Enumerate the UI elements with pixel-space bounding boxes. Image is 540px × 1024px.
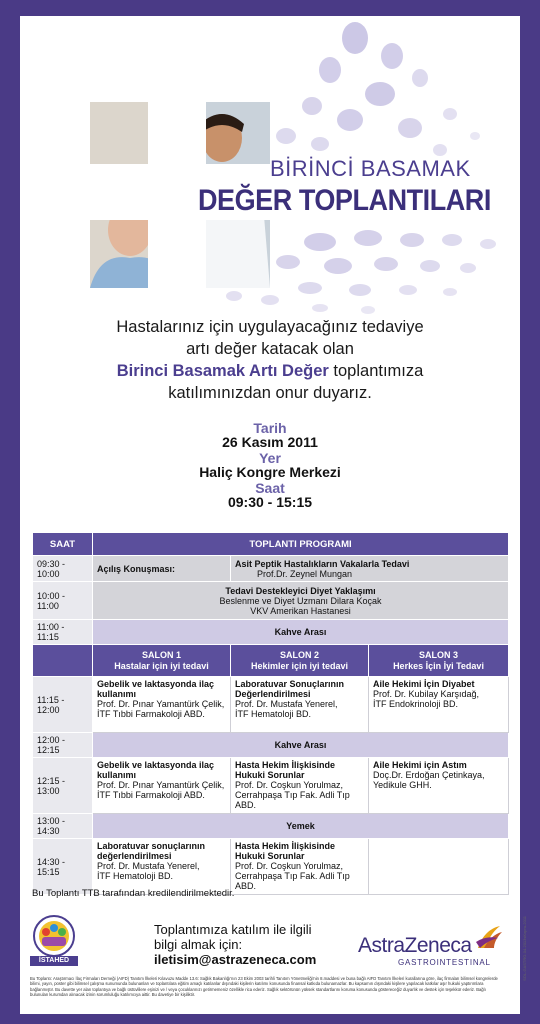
talk-speaker: Beslenme ve Diyet Uzmanı Dilara Koçak [219,595,382,606]
contact-info [154,922,316,967]
talk-title: Laboratuvar Sonuçlarının Değerlendirilmesi [235,679,345,699]
session-cell [231,677,369,733]
salon-name: SALON 1 [141,649,181,660]
row-time: 12:00 - 12:15 [33,733,93,758]
astrazeneca-logo [358,922,508,974]
intro-line-3-rest: toplantımıza [328,362,424,380]
event-info [20,420,520,510]
brand-name: AstraZeneca [358,934,472,957]
lunch-break: Yemek [93,814,509,839]
salon-header-spacer [33,645,93,677]
talk-speaker: Prof. Dr. Coşkun Yorulmaz, [235,861,344,871]
talk-speaker: Prof. Dr. Mustafa Yenerel, [97,861,200,871]
talk-title: Aile Hekimi için Astım [373,760,467,770]
program-header-row [33,533,509,556]
talk-institution: İTF Hematoloji BD. [97,871,174,881]
talk-title: Asit Peptik Hastalıkların Vakalarla Tedavi [235,558,410,569]
contact-email[interactable]: iletisim@astrazeneca.com [154,952,317,967]
diet-talk [93,582,509,620]
salon-subtitle: Herkes İçin İyi Tedavi [393,660,484,671]
session-cell-empty [369,839,509,895]
intro-line-4: katılımınızdan onur duyarız. [168,384,372,402]
table-row [33,814,509,839]
place-label: Yer [259,450,281,466]
salon-2-header [231,645,369,677]
talk-institution: Cerrahpaşa Tıp Fak. Adli Tıp ABD. [235,871,350,891]
session-cell [93,758,231,814]
row-time: 11:15 - 12:00 [33,677,93,733]
istahed-logo [30,914,78,968]
brand-subtitle: GASTROINTESTINAL [398,958,491,967]
date-value: 26 Kasım 2011 [222,434,318,450]
invitation-text [50,316,490,404]
opening-label: Açılış Konuşması: [93,556,231,582]
talk-speaker: Prof. Dr. Coşkun Yorulmaz, [235,780,344,790]
salon-name: SALON 3 [419,649,459,660]
talk-speaker: Prof.Dr. Zeynel Mungan [257,568,353,579]
table-row [33,677,509,733]
intro-highlight: Birinci Basamak Artı Değer [116,362,329,380]
program-column-header: TOPLANTI PROGRAMI [93,533,509,556]
session-cell [369,677,509,733]
salon-subtitle: Hastalar için iyi tedavi [114,660,209,671]
intro-line-2: artı değer katacak olan [186,340,354,358]
salon-header-row [33,645,509,677]
astrazeneca-symbol-icon [474,922,504,952]
talk-title: Hasta Hekim İlişkisinde Hukuki Sorunlar [235,760,336,780]
talk-institution: VKV Amerikan Hastanesi [250,605,351,616]
session-cell [231,758,369,814]
contact-line-1: Toplantımıza katılım ile ilgili [154,922,312,937]
row-time: 10:00 - 11:00 [33,582,93,620]
table-row [33,556,509,582]
row-time: 12:15 - 13:00 [33,758,93,814]
talk-institution: İTF Endokrinoloji BD. [373,699,459,709]
table-row [33,582,509,620]
istahed-logo-text: İSTAHED [30,956,78,966]
coffee-break: Kahve Arası [93,733,509,758]
session-cell [93,677,231,733]
row-time: 09:30 - 10:00 [33,556,93,582]
time-label: Saat [255,480,285,496]
salon-1-header [93,645,231,677]
talk-title: Aile Hekimi İçin Diyabet [373,679,475,689]
date-label: Tarih [253,420,287,436]
talk-institution: Cerrahpaşa Tıp Fak. Adli Tıp ABD. [235,790,350,810]
session-cell [93,839,231,895]
session-cell [369,758,509,814]
document-code: SOL-GASTRO-04-2013sKopru-2011 [522,916,527,981]
title-line-1: BİRİNCİ BASAMAK [270,156,471,181]
coffee-break: Kahve Arası [93,620,509,645]
title-line-2: DEĞER TOPLANTILARI [198,184,491,217]
table-row [33,733,509,758]
opening-talk [231,556,509,582]
talk-title: Laboratuvar sonuçlarının değerlendirilmesi [97,841,206,861]
table-row [33,620,509,645]
place-value: Haliç Kongre Merkezi [199,464,341,480]
talk-speaker: Prof. Dr. Pınar Yamantürk Çelik, [97,699,225,709]
session-cell [231,839,369,895]
talk-institution: İTF Tıbbi Farmakoloji ABD. [97,709,205,719]
program-table [32,532,509,895]
talk-institution: İTF Tıbbi Farmakoloji ABD. [97,790,205,800]
row-time: 11:00 - 11:15 [33,620,93,645]
time-value: 09:30 - 15:15 [227,494,313,510]
row-time: 13:00 - 14:30 [33,814,93,839]
time-column-header: SAAT [33,533,93,556]
talk-title: Hasta Hekim İlişkisinde Hukuki Sorunlar [235,841,336,861]
intro-line-3 [50,360,490,382]
salon-name: SALON 2 [279,649,319,660]
intro-line-1: Hastalarınız için uygulayacağınız tedaviye [116,318,424,336]
talk-speaker: Doç.Dr. Erdoğan Çetinkaya, [373,770,485,780]
talk-speaker: Prof. Dr. Mustafa Yenerel, [235,699,338,709]
talk-title: Gebelik ve laktasyonda ilaç kullanımı [97,679,215,699]
credit-note: Bu Toplantı TTB tarafından kredilendirilmektedir. [32,888,235,899]
table-row [33,839,509,895]
invitation-card [20,16,527,1014]
talk-institution: İTF Hematoloji BD. [235,709,312,719]
row-time: 14:30 - 15:15 [33,839,93,895]
talk-speaker: Prof. Dr. Pınar Yamantürk Çelik, [97,780,225,790]
contact-line-2: bilgi almak için: [154,937,243,952]
salon-3-header [369,645,509,677]
talk-speaker: Prof. Dr. Kubilay Karşıdağ, [373,689,480,699]
talk-title: Tedavi Destekleyici Diyet Yaklaşımı [225,585,376,596]
table-row [33,758,509,814]
talk-title: Gebelik ve laktasyonda ilaç kullanımı [97,760,215,780]
legal-fine-print: Bu Toplantı: Araştırmacı İlaç Firmaları Derneği (AIFD) Tanıtım İlkeleri Kılavuzu Madde 13.6: Sağlık Bakanlığı'nın 23 Ekim 2003 tarihli Tanıtım Yönetmeliği'nin 8.maddesi ve buna bağlı AIFD Tanıtım İlkeleri kurallarına göre, ilaç firmaları bilimsel kongrelerde bilimi, yayın, poster gibi bilimsel çalışma sunumunda bulunanları ve toplantılara eğitim amaçlı katılanlar dışındaki kişilerin katılımı konusunda finansal katkıda bulunamazlar. Bu kapsamın dışındaki kişilere yapılacak katkılar aşır hukuki yaptırımlara bağlanmıştır. Bu davette yer alan toplantıya ve bağlı üstüvlilere eşinizi ve / veya çocuklarınızı getirmemeniz özellikle rica ederiz. Sağlık sektörünün yüksek standartlarını koruma konusunda göstereceğiz duyarlık ve destek için teşekkür ederiz. Bağlı bulunulan kurumdan alınacak izinin sorumluluğu katılımcıya aittir. Bu davetiye bir kişiliktir. [30,976,498,998]
talk-institution: Yedikule GHH. [373,780,432,790]
salon-subtitle: Hekimler için iyi tedavi [250,660,349,671]
